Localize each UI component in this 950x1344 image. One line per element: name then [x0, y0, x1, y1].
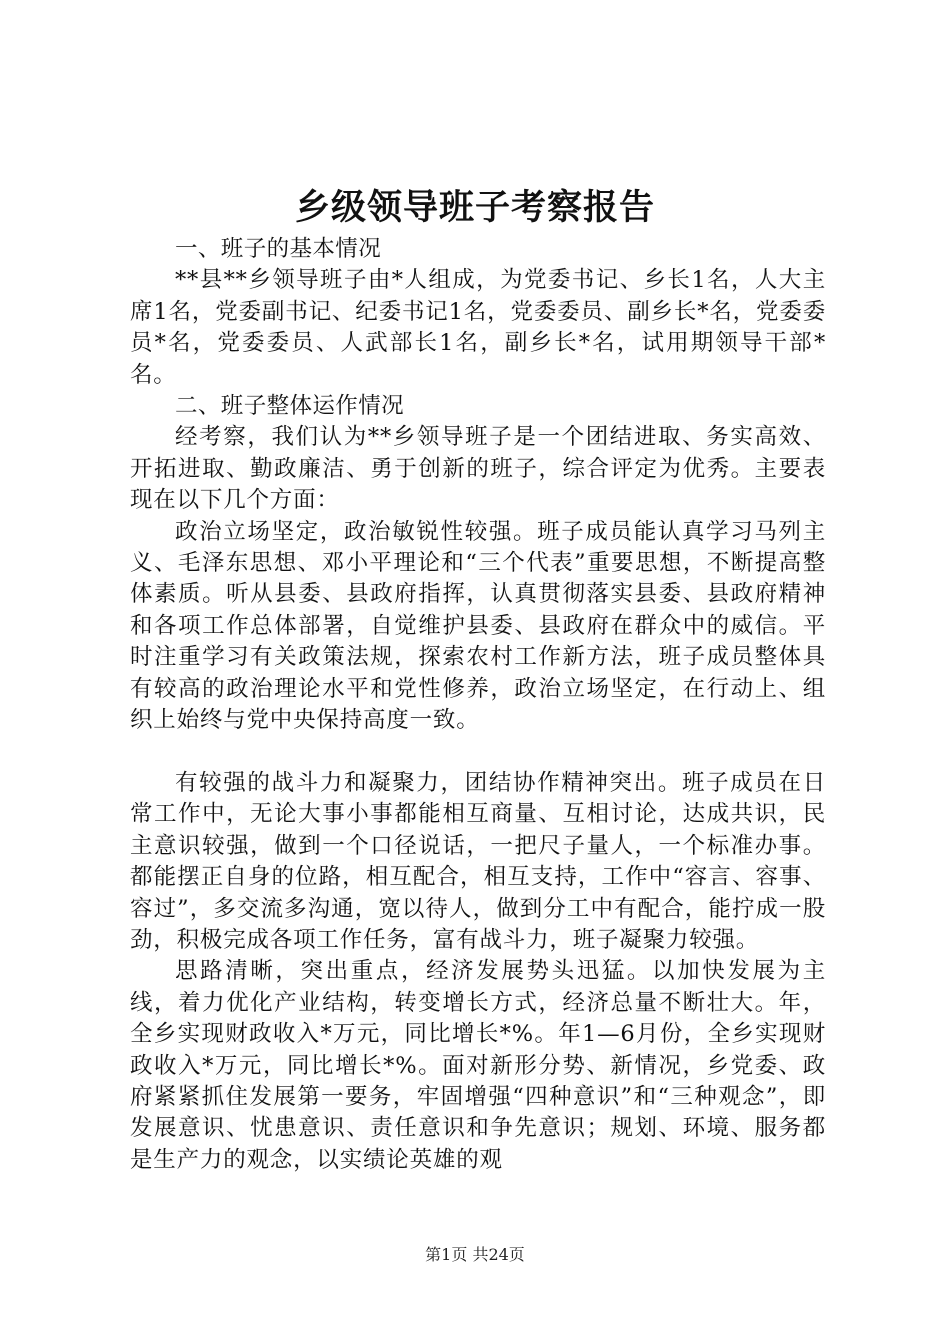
page-indicator: 第1页 共24页 — [425, 1245, 525, 1264]
section-heading-overall-operation: 二、班子整体运作情况 — [175, 393, 405, 420]
paragraph-cohesion: 有较强的战斗力和凝聚力，团结协作精神突出。班子成员在日常工作中，无论大事小事都能相互商量、互相讨论，达成共识，民主意识较强，做到一个口径说话，一把尺子量人，一个标准办事。都能摆正自身的位路，相互配合，相互支持，工作中“容言、容事、容过”，多交流多沟通，宽以待人，做到分工中有配合，能拧成一股劲，积极完成各项工作任务，富有战斗力，班子凝聚力较强。 — [130, 769, 826, 953]
paragraph-team-composition: **县**乡领导班子由*人组成，为党委书记、乡长1名，人大主席1名，党委副书记、纪委书记1名，党委委员、副乡长*名，党委委员*名，党委委员、人武部长1名，副乡长*名，试用期领导干部*名。 — [130, 267, 826, 388]
document-title: 乡级领导班子考察报告 — [294, 187, 655, 228]
paragraph-economic-development: 思路清晰，突出重点，经济发展势头迅猛。以加快发展为主线，着力优化产业结构，转变增长方式，经济总量不断壮大。年，全乡实现财政收入*万元，同比增长*%。年1—6月份，全乡实现财政收入*万元，同比增长*%。面对新形分势、新情况，乡党委、政府紧紧抓住发展第一要务，牢固增强“四种意识”和“三种观念”，即发展意识、忧患意识、责任意识和争先意识；规划、环境、服务都是生产力的观念，以实绩论英雄的观 — [130, 958, 826, 1173]
paragraph-political-stance: 政治立场坚定，政治敏锐性较强。班子成员能认真学习马列主义、毛泽东思想、邓小平理论和“三个代表”重要思想，不断提高整体素质。听从县委、县政府指挥，认真贯彻落实县委、县政府精神和各项工作总体部署，自觉维护县委、县政府在群众中的威信。平时注重学习有关政策法规，探索农村工作新方法，班子成员整体具有较高的政治理论水平和党性修养，政治立场坚定，在行动上、组织上始终与党中央保持高度一致。 — [130, 518, 826, 734]
document-body — [130, 234, 826, 1176]
paragraph-spacer — [130, 737, 826, 768]
paragraph-evaluation-summary: 经考察，我们认为**乡领导班子是一个团结进取、务实高效、开拓进取、勤政廉洁、勇于创新的班子，综合评定为优秀。主要表现在以下几个方面： — [130, 424, 826, 514]
section-heading-basic-info: 一、班子的基本情况 — [175, 236, 382, 262]
